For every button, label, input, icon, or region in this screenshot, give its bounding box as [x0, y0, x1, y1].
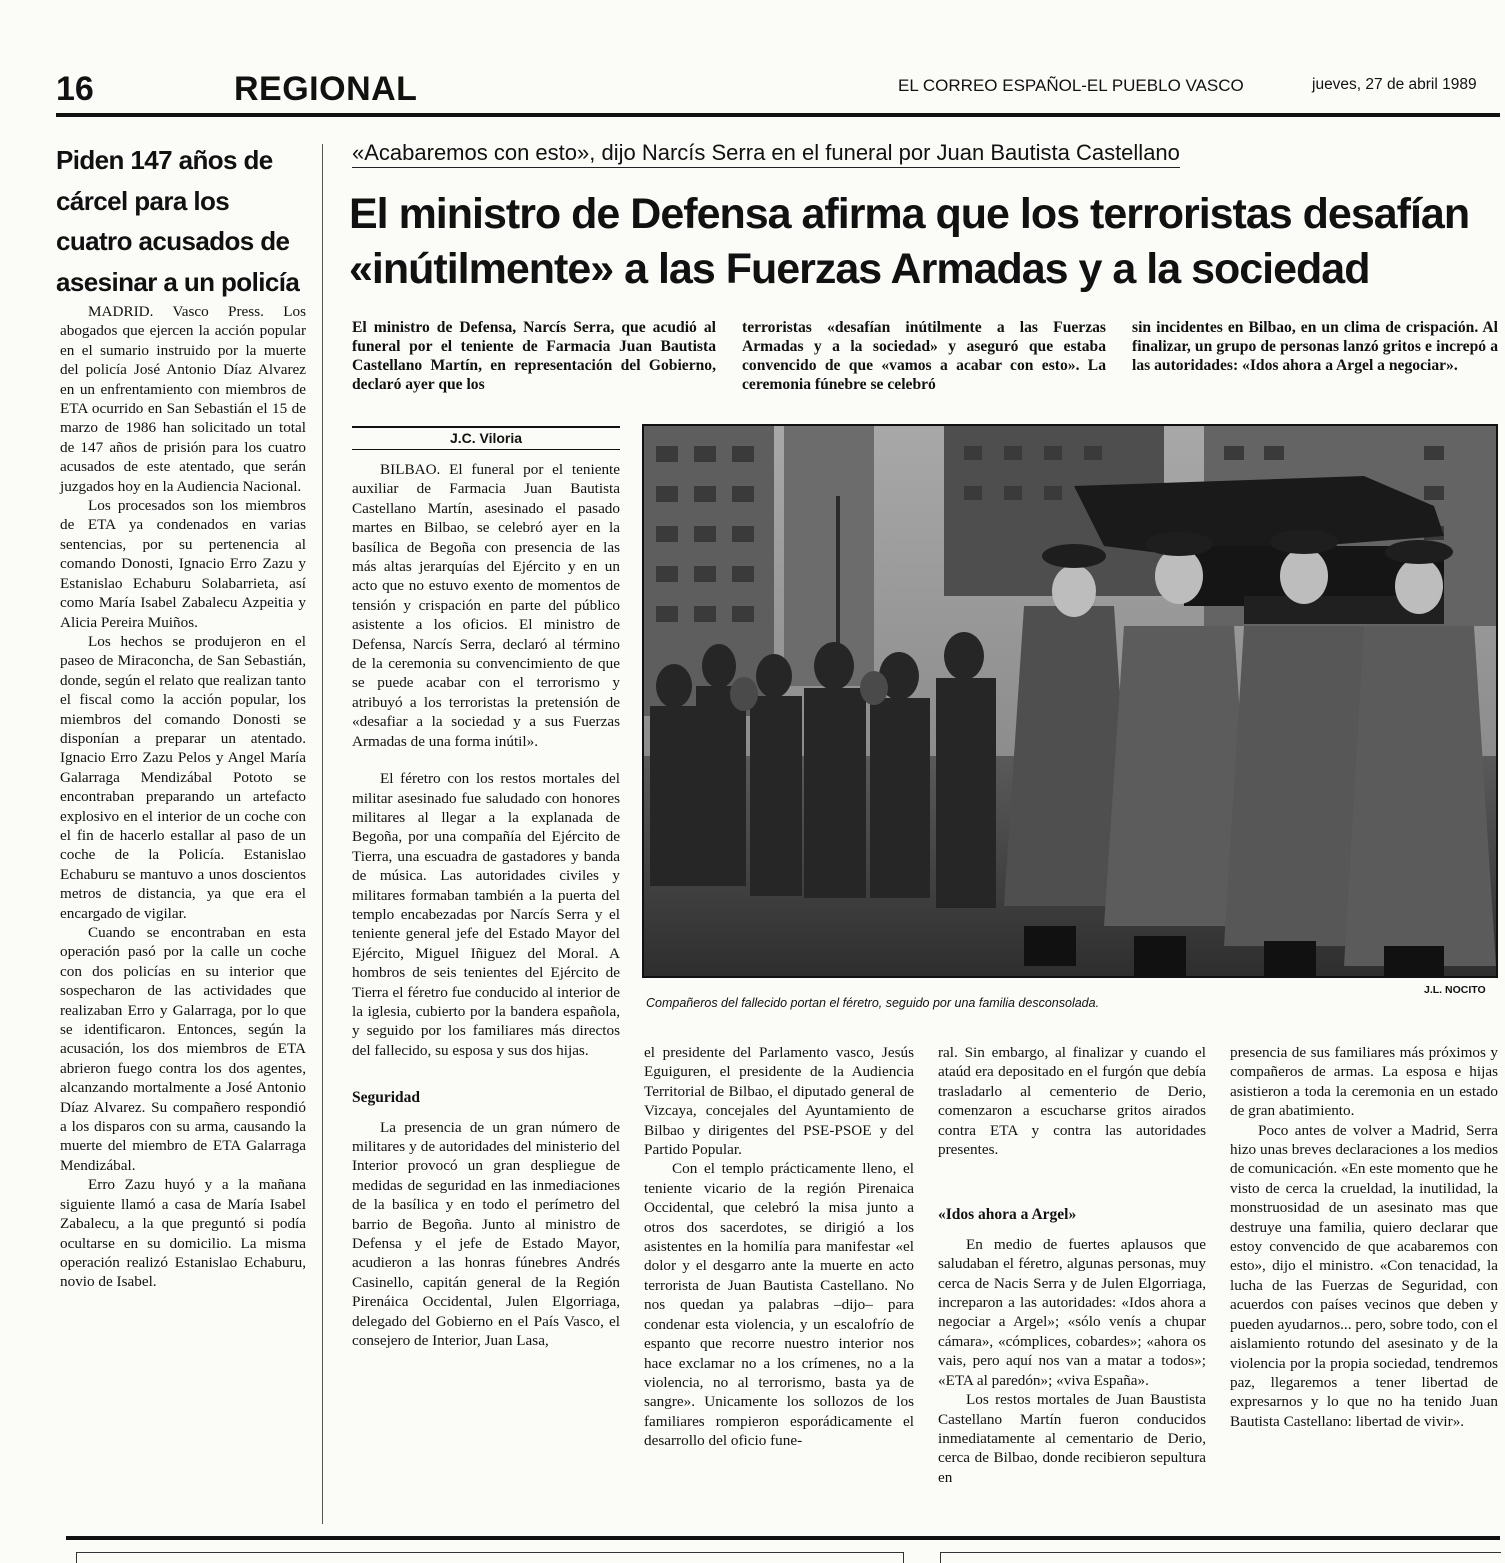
main-col4 — [1230, 1043, 1498, 1431]
kicker: «Acabaremos con esto», dijo Narcís Serra en el funeral por Juan Bautista Castellano — [352, 140, 1180, 168]
next-article-frame-right — [940, 1552, 1501, 1563]
main-paragraph: Los restos mortales de Juan Baustista Castellano Martín fueron conducidos inmediatamente al cementario de Derio, cerca de Bilbao, donde recibieron sepultura en — [938, 1391, 1206, 1486]
subhead-argel: «Idos ahora a Argel» — [938, 1206, 1077, 1224]
column-divider — [322, 144, 323, 1524]
side-body — [60, 302, 306, 1292]
bottom-rule — [66, 1536, 1500, 1540]
main-paragraph: BILBAO. El funeral por el teniente auxiliar de Farmacia Juan Bautista Castellano Martín, asesinado el pasado martes en Bilbao, se celebró ayer en la basílica de Begoña con presencia de las más altas jerarquías del Ejército y en un acto que no estuvo exento de momentos de tensión y crispación en parte del público asistente a los oficios. El ministro de Defensa, Narcís Serra, declaró al término de la ceremonia su convencimiento de que se puede acabar con el terrorismo y atribuyó a los terroristas la pretensión de «desafiar a la sociedad y a sus Fuerzas Armadas de una forma inútil». — [352, 461, 620, 750]
masthead-rule — [56, 113, 1500, 117]
page-number: 16 — [56, 70, 94, 108]
photo-caption: Compañeros del fallecido portan el féretro, seguido por una familia desconsolada. — [646, 996, 1100, 1010]
side-paragraph: Los procesados son los miembros de ETA ya condenados en varias sentencias, por su pertenencia al comando Donosti, Ignacio Erro Zazu y Estanislao Echaburu Solabarrieta, así como María Isabel Zabalecu Azpeitia y Alicia Pereira Muiños. — [60, 497, 306, 631]
funeral-photo — [642, 424, 1498, 978]
main-paragraph: presencia de sus familiares más próximos y compañeros de armas. La esposa e hijas asistieron a toda la ceremonia en un estado de gran abatimiento. — [1230, 1044, 1498, 1120]
main-headline-line2: «inútilmente» a las Fuerzas Armadas y a la sociedad — [349, 245, 1370, 293]
issue-date: jueves, 27 de abril 1989 — [1312, 76, 1477, 93]
byline-rule-top — [352, 426, 620, 428]
subhead-seguridad: Seguridad — [352, 1089, 421, 1107]
side-paragraph: Cuando se encontraban en esta operación pasó por la calle un coche con dos policías en su interior que sospecharon de las actividades que realizaban Erro y Galarraga, por lo que se identificaron. Entonces, según la acusación, los dos miembros de ETA abrieron fuego contra los dos agentes, alcanzando mortalmente a José Antonio Díaz Alvarez. Su compañero respondió a los disparos con su arma, causando la muerte del miembro de ETA Galarraga Mendizábal. — [60, 924, 306, 1174]
byline: J.C. Viloria — [449, 430, 523, 446]
main-col1 — [352, 460, 620, 1350]
main-paragraph: El féretro con los restos mortales del militar asesinado fue saludado con honores militares al llegar a la explanada de Begoña, por una compañía del Ejército de Tierra, una escuadra de gastadores y banda de música. Las autoridades civiles y militares formaban también a la puerta del templo encabezadas por Narcís Serra y el teniente general jefe del Estado Mayor del Ejército, Miguel Iñiguez del Moral. A hombros de seis tenientes del Ejército de Tierra el féretro fue conducido al interior de la iglesia, cubierto por la bandera española, y seguido por los familiares más directos del fallecido, su esposa y sus dos hijas. — [352, 770, 620, 1059]
main-headline-line1: El ministro de Defensa afirma que los terroristas desafían — [349, 190, 1470, 238]
main-paragraph: Poco antes de volver a Madrid, Serra hizo unas breves declaraciones a los medios de comunicación. «En este momento que he visto de cerca la crueldad, la inutilidad, la monstruosidad de un asesinato mas que destruye una familia, quiero declarar que estoy convencido de que acabaremos con esto», dijo el ministro. «Con tenacidad, la lucha de las Fuerzas de Seguridad, con acuerdos con países vecinos que deben y pueden ayudarnos... pero, sobre todo, con el aislamiento rotundo del asesinato y de la violencia por la propia sociedad, tendremos paz, llegaremos a tener libertad de expresarnos y lo que no ha tenido Juan Bautista Castellano: libertad de vivir». — [1230, 1121, 1498, 1430]
newspaper-name: EL CORREO ESPAÑOL-EL PUEBLO VASCO — [898, 76, 1244, 95]
photo-credit: J.L. NOCITO — [1424, 984, 1486, 996]
side-paragraph: Erro Zazu huyó y a la mañana siguiente llamó a casa de María Isabel Zabalecu, a la que preguntó si podía ocultarse en su domicilio. La misma operación realizó Estanislao Echaburu, novio de Isabel. — [60, 1176, 306, 1291]
lead-col2: terroristas «desafían inútilmente a las Fuerzas Armadas y a la sociedad» y aseguró que estaba convencido de que «vamos a acabar con esto». La ceremonia fúnebre se celebró — [742, 319, 1106, 393]
section-title: REGIONAL — [234, 70, 418, 108]
lead-col3: sin incidentes en Bilbao, en un clima de crispación. Al finalizar, un grupo de personas lanzó gritos e increpó a las autoridades: «Idos ahora a Argel a negociar». — [1132, 319, 1498, 374]
next-article-frame-left — [76, 1552, 904, 1563]
side-paragraph: MADRID. Vasco Press. Los abogados que ejercen la acción popular en el sumario instruido por la muerte del policía José Antonio Díaz Alvarez en un enfrentamiento con miembros de ETA ocurrido en San Sebastián el 15 de marzo de 1986 han solicitado un total de 147 años de prisión para los cuatro acusados de este atentado, que serán juzgados hoy en la Audiencia Nacional. — [60, 303, 306, 495]
main-col3 — [938, 1043, 1206, 1487]
main-col2 — [644, 1043, 914, 1451]
lead-col1: El ministro de Defensa, Narcís Serra, que acudió al funeral por el teniente de Farmacia Juan Bautista Castellano Martín, en representación del Gobierno, declaró ayer que los — [352, 319, 716, 393]
main-paragraph: La presencia de un gran número de militares y de autoridades del ministerio del Interior provocó un gran despliegue de medidas de seguridad en las inmediaciones de la basílica y en todo el perímetro del barrio de Begoña. Junto al ministro de Defensa y el jefe de Estado Mayor, acudieron a las honras fúnebres Andrés Casinello, capitán general de la Región Pirenáica Occidental, Julen Elgorriaga, delegado del Gobierno en el País Vasco, el consejero de Interior, Juan Lasa, — [352, 1118, 620, 1350]
side-paragraph: Los hechos se produjeron en el paseo de Miraconcha, de San Sebastián, donde, según el relato que realizan tanto el fiscal como la acción popular, los miembros del comando Donosti se disponían a preparar un atentado. Ignacio Erro Zazu Pelos y Angel María Galarraga Mendizábal Pototo se encontraban preparando un artefacto explosivo en el interior de un coche con el fin de hacerlo estallar al paso de un coche de la Policía. Estanislao Echaburu se mantuvo a unos doscientos metros de distancia, ya que era el encargado de vigilar. — [60, 632, 306, 922]
main-paragraph: el presidente del Parlamento vasco, Jesús Eguiguren, el presidente de la Audiencia Territorial de Bilbao, el diputado general de Vizcaya, concejales del Ayuntamiento de Bilbao y dirigentes del PSE-PSOE y del Partido Popular. — [644, 1044, 914, 1159]
side-headline: Piden 147 años de cárcel para los cuatro acusados de asesinar a un policía — [56, 145, 300, 297]
byline-rule-bottom — [352, 449, 620, 450]
main-paragraph: ral. Sin embargo, al finalizar y cuando el ataúd era depositado en el furgón que debía trasladarlo al cementerio de Derio, comenzaron a escucharse gritos airados contra ETA y contra las autoridades presentes. — [938, 1044, 1206, 1159]
main-paragraph: En medio de fuertes aplausos que saludaban el féretro, algunas personas, muy cerca de Nacis Serra y de Julen Elgorriaga, increparon a las autoridades: «Idos ahora a negociar a Argel»; «sólo venís a chupar cámara», «cómplices, cobardes»; «ahora os vais, pero aquí nos van a matar a todos»; «ETA al paredón»; «viva España». — [938, 1235, 1206, 1389]
main-paragraph: Con el templo prácticamente lleno, el teniente vicario de la región Pirenaica Occidental, que celebró la misa junto a otros dos sacerdotes, se dirigió a los asistentes en la homilía para manifestar «el dolor y el desgarro ante la muerte en acto terrorista de Juan Bautista Castellano. No nos quedan ya palabras –dijo– para condenar esta violencia, y un escalofrío de espanto que recorre nuestro interior nos hace exclamar no a los crímenes, no a la violencia, no al terrorismo, basta ya de sangre». Unicamente los sollozos de los familiares rompieron esporádicamente el desarrollo del oficio fune- — [644, 1160, 914, 1450]
